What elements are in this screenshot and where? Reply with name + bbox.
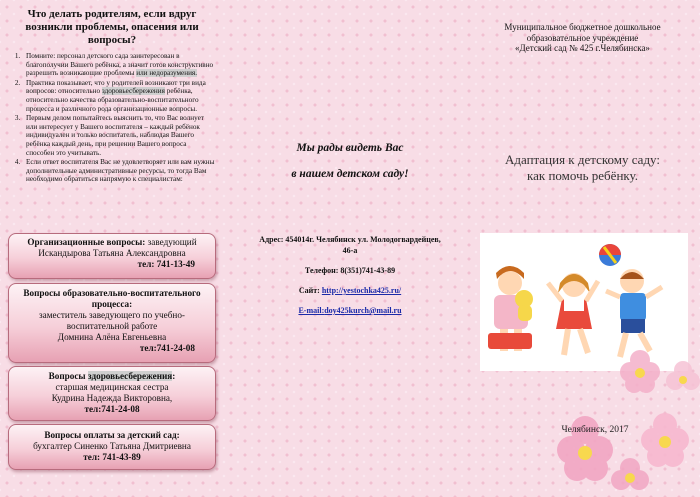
highlighted-text: или недоразумения. xyxy=(136,69,198,78)
list-item: 2. Практика показывает, что у родителей возникают три вида вопросов: относительно здоровьесбережения ребёнка, относительно качества образовательно-воспитательного процесса и различного рода организационные вопросы. xyxy=(22,79,216,113)
phone-text: Телефон: 8(351)741-43-89 xyxy=(304,266,396,275)
highlighted-text: здоровьесбережения xyxy=(87,371,173,381)
site-line: Сайт: http://yestochka425.ru/ xyxy=(298,286,402,295)
phone-text: тел: 741-43-89 xyxy=(83,452,141,462)
phone-text: тел:741-24-08 xyxy=(139,343,195,353)
left-panel-title: Что делать родителям, если вдруг возникли проблемы, опасения или вопросы? xyxy=(25,8,199,46)
list-item: 3. Первым делом попытайтесь выяснить то, что Вас волнует или интересует у Вашего воспитателя – каждый ребёнок индивидуален и только воспитатель, наблюдая Вашего ребёнка каждый день, при решении Вашего вопроса способен это учитывать. xyxy=(22,114,216,157)
right-panel xyxy=(465,0,700,497)
tips-list xyxy=(8,52,216,184)
contact-box-payment: Вопросы оплаты за детский сад: бухгалтер Синенко Татьяна Дмитриевна тел: 741-43-89 xyxy=(8,424,216,470)
welcome-text: Мы рады видеть Вас в нашем детском саду! xyxy=(291,142,409,180)
flowers-decoration xyxy=(515,340,700,497)
organization-name: Муниципальное бюджетное дошкольное образовательное учреждение «Детский сад № 425 г.Челябинска» xyxy=(504,22,661,53)
list-item: 4. Если ответ воспитателя Вас не удовлетворяет или вам нужны дополнительные административные ресурсы, то тогда Вам необходимо обратиться напрямую к специалистам: xyxy=(22,158,216,184)
middle-panel xyxy=(255,0,445,497)
email-link[interactable]: doy425kurch@mail.ru xyxy=(324,306,402,315)
contact-box-health: Вопросы здоровьесбережения: старшая медицинская сестра Кудрина Надежда Викторовна, тел:741-24-08 xyxy=(8,366,216,421)
address-text: Адрес: 454014г. Челябинск ул. Молодогвардейцев, 46-а xyxy=(259,235,441,255)
brochure-title: Адаптация к детскому саду: как помочь ребёнку. xyxy=(504,152,660,183)
phone-text: тел: 741-13-49 xyxy=(137,259,195,269)
contact-info xyxy=(255,234,445,325)
highlighted-text: здоровьесбережения xyxy=(101,87,165,96)
list-item: 1. Помните: персонал детского сада заинтересован в благополучии Вашего ребёнка, а значит готов конструктивно разрешить возникающие проблемы или недоразумения. xyxy=(22,52,216,78)
site-link[interactable]: http://yestochka425.ru/ xyxy=(321,286,402,295)
phone-text: тел:741-24-08 xyxy=(84,404,140,414)
city-year: Челябинск, 2017 xyxy=(561,425,629,435)
contact-box-organizational: Организационные вопросы: заведующий Искандырова Татьяна Александровна тел: 741-13-49 xyxy=(8,233,216,279)
email-line: E-mail:doy425kurch@mail.ru xyxy=(298,306,402,315)
contact-box-education: Вопросы образовательно-воспитательного процесса: заместитель заведующего по учебно-воспитательной работе Домнина Алёна Евгеньевна тел:741-24-08 xyxy=(8,283,216,363)
